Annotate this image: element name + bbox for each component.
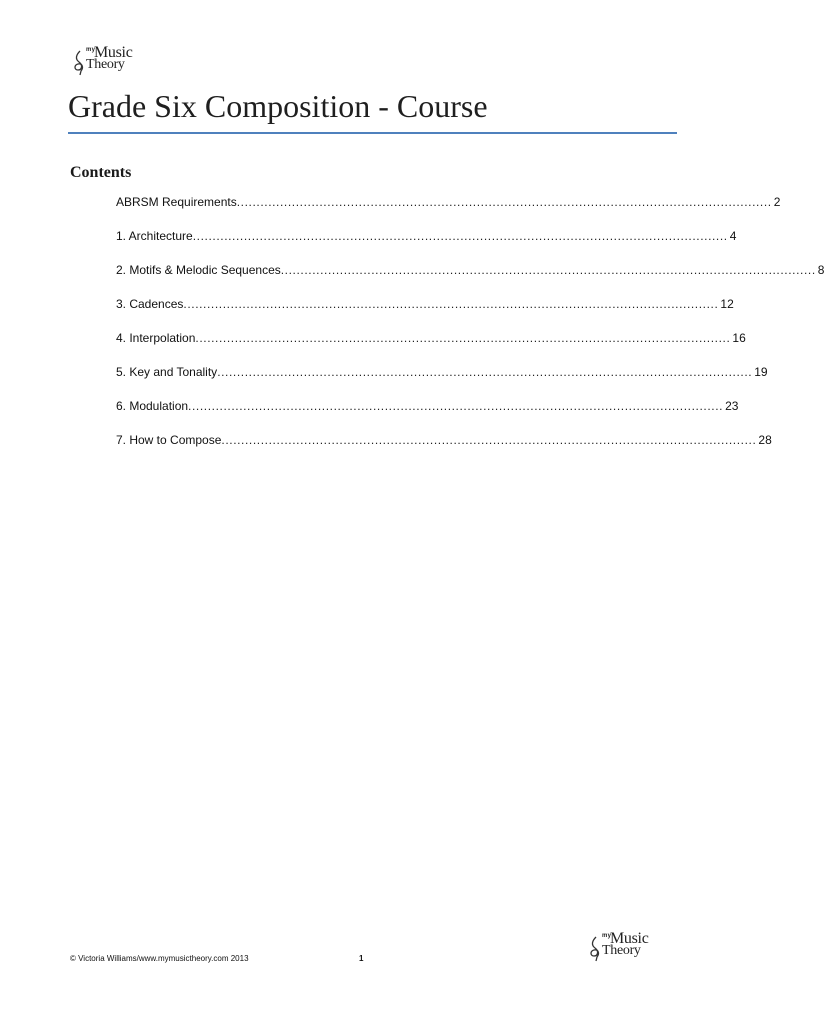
logo-top — [72, 44, 142, 78]
toc-entry-page[interactable]: 2 — [773, 195, 781, 209]
toc-entry[interactable] — [116, 364, 768, 398]
logo-music-text: Music — [94, 44, 133, 61]
toc-entry[interactable] — [116, 432, 772, 466]
toc-dot-leader: ........................................................................................................................................ — [221, 433, 757, 447]
toc-entry-page[interactable]: 4 — [729, 229, 737, 243]
logo-music-text: Music — [610, 930, 649, 947]
toc-dot-leader: ........................................................................................................................................ — [183, 297, 719, 311]
footer-page-number: 1 — [359, 954, 364, 963]
toc-entry-page[interactable]: 12 — [720, 297, 734, 311]
toc-entry-label[interactable]: 5. Key and Tonality — [116, 365, 218, 379]
toc-dot-leader: ........................................................................................................................................ — [236, 195, 772, 209]
toc-entry[interactable] — [116, 296, 734, 330]
contents-heading: Contents — [70, 164, 132, 181]
treble-clef-icon — [72, 50, 86, 76]
logo-my-text: my — [86, 47, 96, 53]
toc-dot-leader: ........................................................................................................................................ — [217, 365, 753, 379]
table-of-contents — [116, 194, 824, 466]
toc-dot-leader: ........................................................................................................................................ — [192, 229, 728, 243]
toc-entry-label[interactable]: 6. Modulation — [116, 399, 189, 413]
toc-entry-label[interactable]: 4. Interpolation — [116, 331, 196, 345]
logo-my-text: my — [602, 933, 612, 939]
toc-entry-label[interactable]: 7. How to Compose — [116, 433, 222, 447]
toc-entry-page[interactable]: 16 — [732, 331, 746, 345]
toc-dot-leader: ........................................................................................................................................ — [195, 331, 731, 345]
treble-clef-icon — [588, 936, 602, 962]
toc-entry-page[interactable]: 19 — [754, 365, 768, 379]
toc-entry-page[interactable]: 8 — [817, 263, 824, 277]
toc-entry[interactable] — [116, 398, 739, 432]
toc-entry-page[interactable]: 23 — [725, 399, 739, 413]
toc-entry[interactable] — [116, 330, 746, 364]
logo-bottom — [588, 930, 658, 964]
logo-theory-text: Theory — [602, 943, 641, 958]
logo-theory-text: Theory — [86, 57, 125, 72]
toc-entry-label[interactable]: 3. Cadences — [116, 297, 184, 311]
toc-entry-page[interactable]: 28 — [758, 433, 772, 447]
title-underline — [68, 132, 677, 134]
toc-entry-label[interactable]: 2. Motifs & Melodic Sequences — [116, 263, 281, 277]
toc-dot-leader: ........................................................................................................................................ — [188, 399, 724, 413]
toc-entry[interactable] — [116, 262, 824, 296]
toc-entry-label[interactable]: 1. Architecture — [116, 229, 193, 243]
footer-copyright: © Victoria Williams/www.mymusictheory.com 2013 — [70, 954, 249, 963]
toc-entry[interactable] — [116, 194, 781, 228]
toc-dot-leader: ........................................................................................................................................ — [280, 263, 816, 277]
page-title: Grade Six Composition - Course — [68, 88, 488, 124]
toc-entry[interactable] — [116, 228, 737, 262]
toc-entry-label[interactable]: ABRSM Requirements — [116, 195, 237, 209]
